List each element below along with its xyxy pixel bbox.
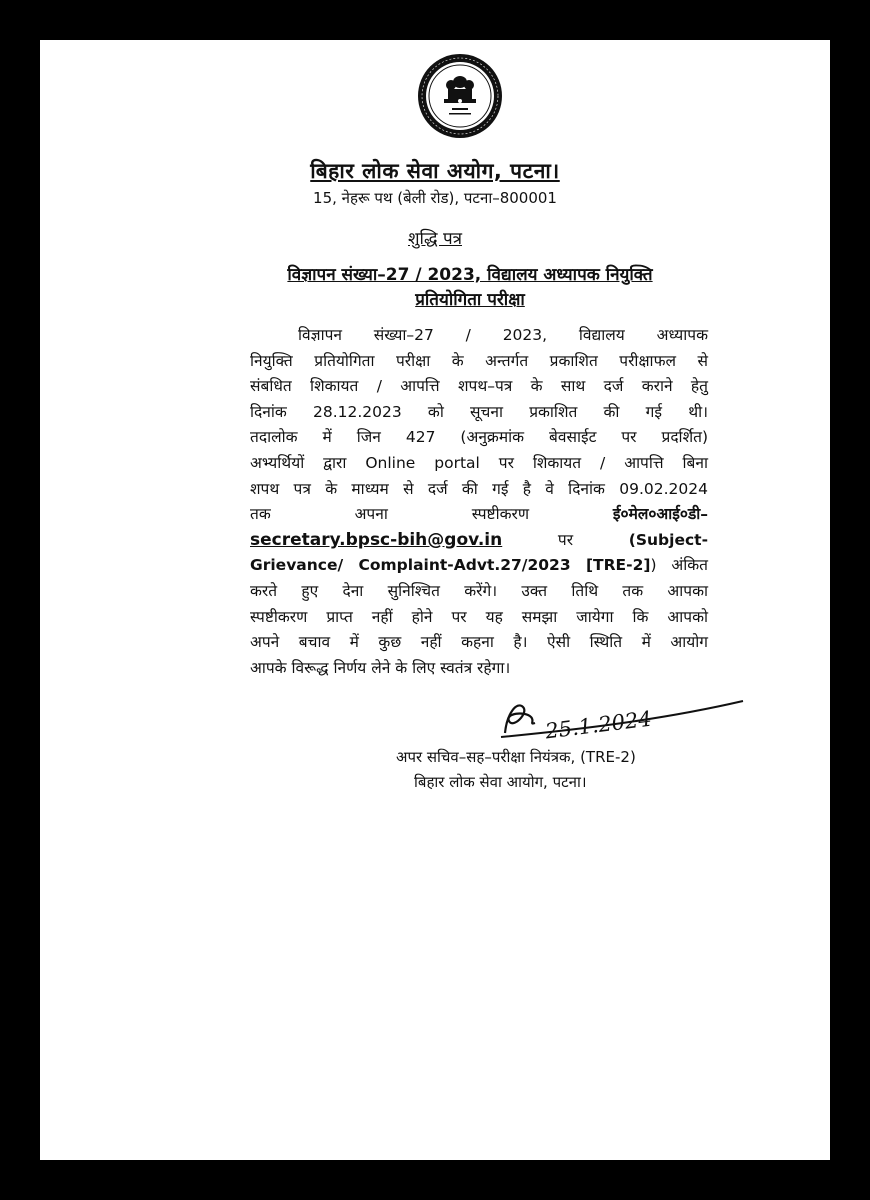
body-line-8-text: तक अपना स्पष्टीकरण: [250, 505, 530, 524]
body-line-5: तदालोक में जिन 427 (अनुक्रमांक बेवसाईट पर प्रदर्शित): [250, 428, 708, 447]
body-line-9: [250, 528, 708, 554]
body-line-3: संबधित शिकायत / आपत्ति शपथ–पत्र के साथ दर्ज कराने हेतु: [250, 377, 708, 396]
body-line-10-text: ) अंकित: [650, 556, 708, 575]
email-id-label: ई०मेल०आई०डी–: [612, 505, 708, 524]
organization-name: बिहार लोक सेवा अयोग, पटना।: [310, 159, 560, 183]
body-line-7: शपथ पत्र के माध्यम से दर्ज की गई है वे दिनांक 09.02.2024: [250, 479, 708, 498]
subject-line-2: प्रतियोगिता परीक्षा: [415, 290, 525, 310]
subject-reference-start: (Subject-: [628, 530, 708, 549]
subject-line-1: विज्ञापन संख्या–27 / 2023, विद्यालय अध्यापक नियुक्ति: [287, 265, 653, 285]
document-page: [40, 40, 830, 1160]
subject-reference: Grievance/ Complaint-Advt.27/2023 [TRE-2]: [250, 556, 651, 575]
body-line-4: दिनांक 28.12.2023 को सूचना प्रकाशित की गई थी।: [250, 402, 708, 421]
signatory-designation: अपर सचिव–सह–परीक्षा नियंत्रक, (TRE-2): [396, 748, 636, 766]
body-line-10: [250, 553, 708, 579]
signature-date: 25.1.2024: [543, 706, 653, 744]
body-line-12: स्पष्टीकरण प्राप्त नहीं होने पर यह समझा जायेगा कि आपको: [250, 607, 708, 626]
body-line-13: अपने बचाव में कुछ नहीं कहना है। ऐसी स्थिति में आयोग: [250, 633, 708, 652]
signatory-organization: बिहार लोक सेवा आयोग, पटना।: [414, 773, 587, 791]
body-line-1: विज्ञापन संख्या–27 / 2023, विद्यालय अध्यापक: [298, 326, 708, 344]
body-line-14: आपके विरूद्ध निर्णय लेने के लिए स्वतंत्र रहेगा।: [250, 658, 511, 677]
body-line-9-text: पर: [557, 530, 574, 549]
body-line-11: करते हुए देना सुनिश्चित करेंगे। उक्त तिथि तक आपका: [250, 581, 708, 600]
document-type-title: शुद्धि पत्र: [408, 229, 462, 249]
organization-address: 15, नेहरू पथ (बेली रोड), पटना–800001: [313, 189, 557, 207]
notice-body: [250, 323, 708, 681]
subject-heading: [220, 263, 720, 313]
bpsc-emblem-seal-icon: [416, 52, 504, 140]
body-line-8: [250, 502, 708, 528]
signatory-block: [396, 745, 636, 795]
body-line-6: अभ्यर्थियों द्वारा Online portal पर शिकायत / आपत्ति बिना: [250, 453, 708, 472]
body-line-2: नियुक्ति प्रतियोगिता परीक्षा के अन्तर्गत प्रकाशित परीक्षाफल से: [250, 351, 708, 370]
email-address: secretary.bpsc-bih@gov.in: [250, 529, 503, 550]
